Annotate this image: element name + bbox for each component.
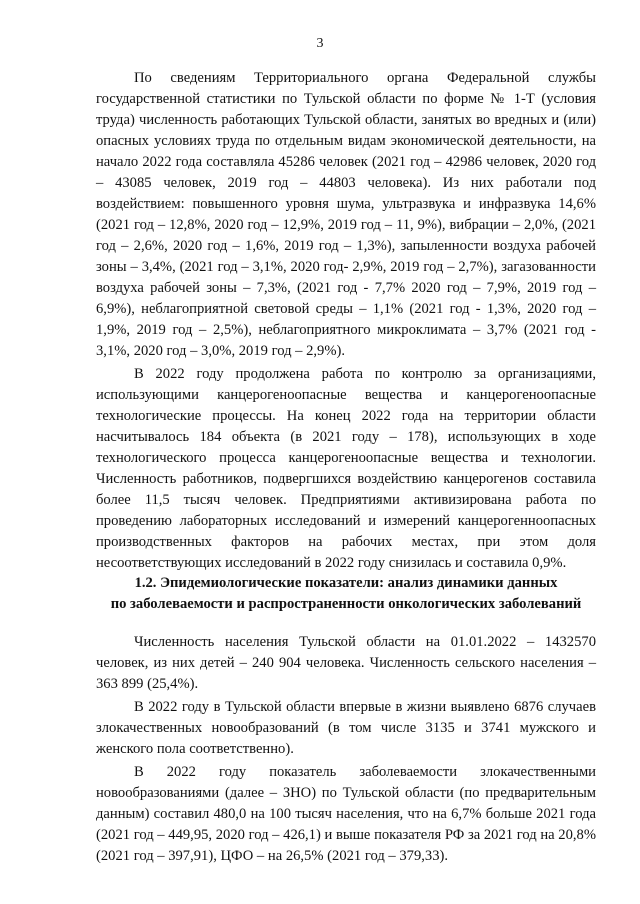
body-text-bottom <box>96 632 596 867</box>
paragraph-population: Численность населения Тульской области на 01.01.2022 – 1432570 человек, из них детей – 240 904 человека. Численность сельского населения – 363 899 (25,4%). <box>96 634 596 692</box>
section-heading-line1: 1.2. Эпидемиологические показатели: анализ динамики данных <box>134 575 558 591</box>
body-text-top <box>96 68 596 574</box>
section-heading-line2: по заболеваемости и распространенности онкологических заболеваний <box>110 596 582 612</box>
paragraph-new-cases: В 2022 году в Тульской области впервые в жизни выявлено 6876 случаев злокачественных новообразований (в том числе 3135 и 3741 мужского и женского пола соответственно). <box>96 699 596 757</box>
paragraph-incidence-rate: В 2022 году показатель заболеваемости злокачественными новообразованиями (далее – ЗНО) по Тульской области (по предварительным данным) составил 480,0 на 100 тысяч населения, что на 6,7% больше 2021 года (2021 год – 449,95, 2020 год – 426,1) и выше показателя РФ за 2021 год на 20,8% (2021 год – 397,91), ЦФО – на 26,5% (2021 год – 379,33). <box>96 764 596 864</box>
section-heading <box>96 573 596 615</box>
paragraph-carcinogens: В 2022 году продолжена работа по контролю за организациями, использующими канцерогеноопасные вещества и канцерогеноопасные технологические процессы. На конец 2022 года на территории области насчитывалось 184 объекта (в 2021 году – 178), использующих в ходе технологического процесса канцерогеноопасные вещества и технологии. Численность работников, подвергшихся воздействию канцерогенов составила более 11,5 тысяч человек. Предприятиями активизирована работа по проведению лабораторных исследований и измерений канцерогенноопасных производственных факторов на рабочих местах, при этом доля несоответствующих исследований в 2022 году снизилась и составила 0,9%. <box>96 366 596 571</box>
page-number: 3 <box>316 36 324 51</box>
paragraph-working-conditions: По сведениям Территориального органа Федеральной службы государственной статистики по Тульской области по форме № 1-Т (условия труда) численность работающих Тульской области, занятых во вредных и (или) опасных условиях труда по отдельным видам экономической деятельности, на начало 2022 года составляла 45286 человек (2021 год – 42986 человек, 2020 год – 43085 человек, 2019 год – 44803 человека). Из них работали под воздействием: повышенного уровня шума, ультразвука и инфразвука 14,6% (2021 год – 12,8%, 2020 год – 12,9%, 2019 год – 11, 9%), вибрации – 2,0%, (2021 год – 2,6%, 2020 год – 1,6%, 2019 год – 1,3%), запыленности воздуха рабочей зоны – 3,4%, (2021 год – 3,1%, 2020 год- 2,9%, 2019 год – 2,7%), загазованности воздуха рабочей зоны – 7,3%, (2021 год - 7,7% 2020 год – 7,9%, 2019 год – 6,9%), неблагоприятной световой среды – 1,1% (2021 год - 1,3%, 2020 год – 1,9%, 2019 год – 2,5%), неблагоприятного микроклимата – 3,7% (2021 год - 3,1%, 2020 год – 3,0%, 2019 год – 2,9%). <box>96 70 596 359</box>
